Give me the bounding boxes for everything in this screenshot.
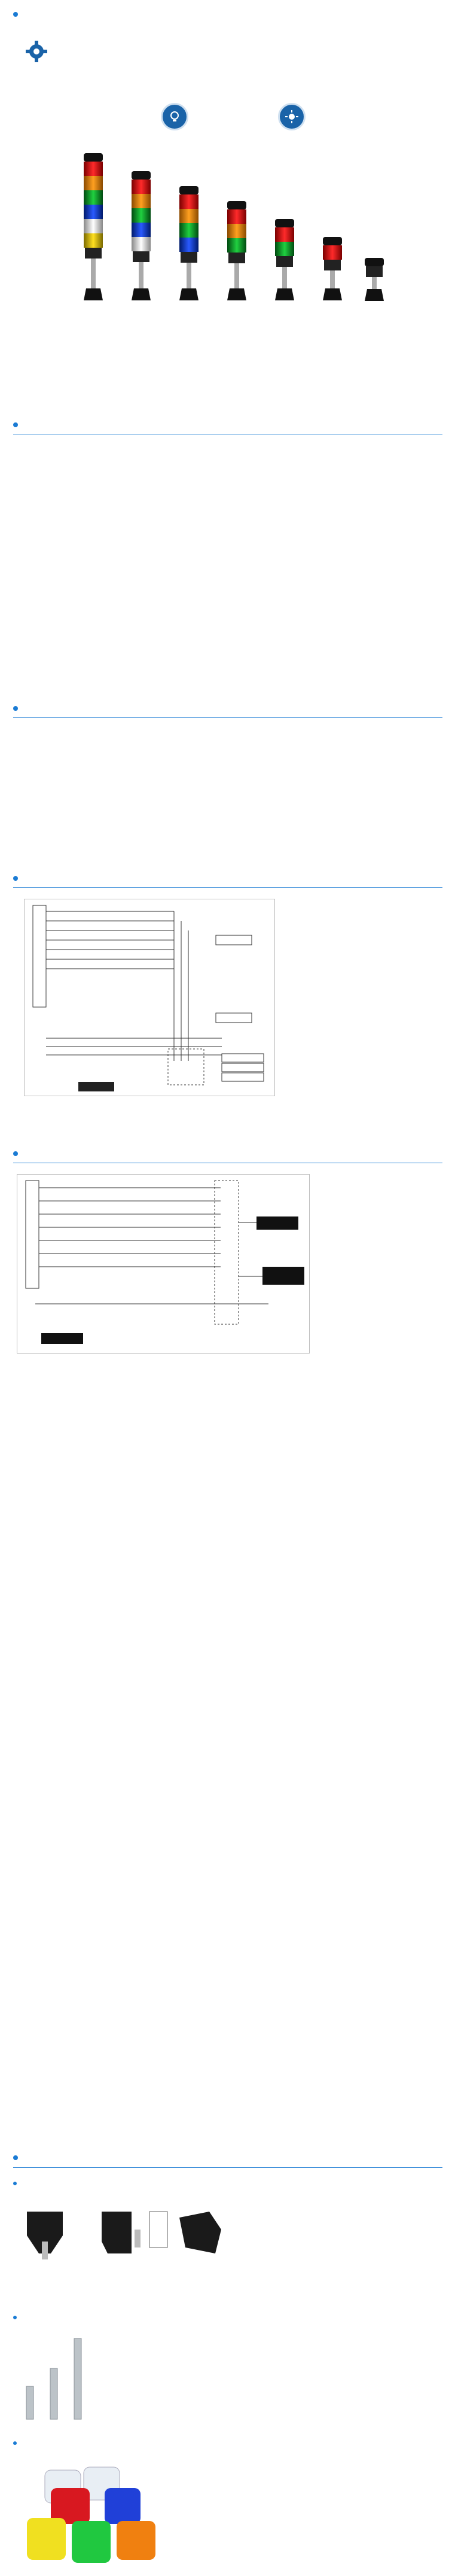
bullet-icon: [13, 2441, 17, 2445]
tower-lights-illustration: [78, 153, 389, 333]
flash-icon: [278, 103, 306, 130]
light-bulb-icon: [161, 103, 188, 130]
fixed-led-badge: [133, 103, 216, 133]
profile-types-illustration: [24, 2332, 96, 2428]
current-title: [13, 706, 23, 711]
st-wiring-diagram: [24, 899, 275, 1096]
bullet-icon: [13, 422, 18, 427]
sti-wiring-lines: [17, 1175, 310, 1354]
mounting-title: [13, 2182, 22, 2185]
gear-icon: [25, 39, 48, 63]
divider: [13, 717, 442, 718]
bullet-icon: [13, 706, 18, 711]
sti-wiring-diagram: [17, 1174, 310, 1354]
usage-title: [13, 12, 23, 17]
divider: [13, 887, 442, 888]
st-wiring-title: [13, 876, 23, 881]
bullet-icon: [13, 2182, 17, 2185]
bullet-icon: [13, 876, 18, 881]
divider: [13, 2167, 442, 2168]
bullet-icon: [13, 1151, 18, 1156]
machinery-badge: [16, 39, 57, 66]
lens-title: [13, 2441, 22, 2445]
flashing-badge: [250, 103, 334, 133]
mounting-bases-illustration: [24, 2200, 251, 2265]
sti-wiring-title: [13, 1151, 23, 1156]
options-title: [13, 2155, 23, 2160]
st-wiring-lines: [25, 899, 276, 1097]
bullet-icon: [13, 2155, 18, 2160]
bullet-icon: [13, 2316, 17, 2319]
order-code-table: [27, 1388, 422, 2118]
profile-title: [13, 2316, 22, 2319]
lens-colors-illustration: [24, 2458, 167, 2572]
bullet-icon: [13, 12, 18, 17]
tech-title: [13, 422, 23, 427]
